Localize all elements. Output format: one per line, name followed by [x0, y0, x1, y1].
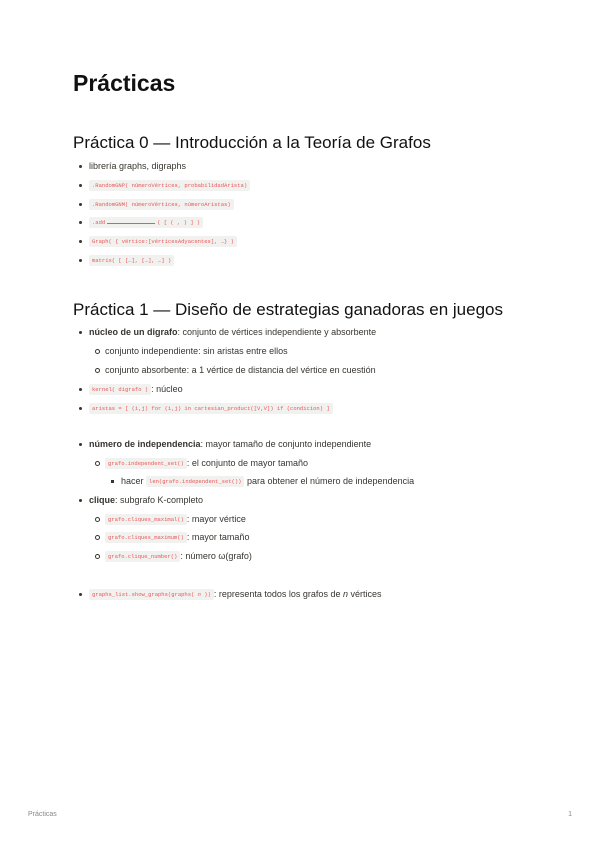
bullet-icon [95, 368, 100, 373]
item-text: : mayor vértice [186, 514, 246, 524]
list-item [89, 382, 183, 396]
bullet-icon [79, 221, 82, 224]
bullet-icon [79, 388, 82, 391]
bullet-icon [79, 203, 82, 206]
code: grafo.clique_number() [105, 551, 180, 562]
section-heading-0: Práctica 0 — Introducción a la Teoría de Grafos [73, 133, 431, 152]
page-number: 1 [568, 811, 572, 818]
bullet-icon [79, 165, 82, 168]
item-text: librería graphs, digraphs [89, 161, 187, 171]
bullet-icon [79, 240, 82, 243]
code: grafo.cliques_maximal() [105, 514, 187, 525]
item-text: hacer [121, 476, 144, 486]
item-text: : mayor tamaño [186, 532, 250, 542]
code-part: .add [92, 218, 106, 226]
bullet-icon [79, 184, 82, 187]
item-text: n [342, 589, 348, 599]
term: clique [89, 495, 116, 505]
term: núcleo de un digrafo [89, 327, 178, 337]
list-item [89, 253, 174, 267]
list-item [89, 197, 234, 211]
code-part: graphs_list.show_graphs(graphs( [92, 590, 195, 598]
code: matrix( [ […], […], …] ) [89, 255, 174, 266]
code: grafo.independent_set() [105, 458, 187, 469]
item-text: vértices [347, 589, 382, 599]
bullet-icon [95, 461, 100, 466]
list-item [89, 178, 250, 192]
list-item [89, 159, 186, 173]
code: grafo.cliques_maximum() [105, 532, 187, 543]
list-item [105, 363, 376, 377]
bullet-icon [95, 349, 100, 354]
list-item [121, 474, 414, 488]
code: aristas = [ (i,j) for (i,j) in cartesian_product([V,V]) if (condicion) ] [89, 403, 333, 414]
item-text: : subgrafo K-completo [115, 495, 204, 505]
bullet-icon [95, 554, 100, 559]
list-item [89, 234, 237, 248]
code [89, 217, 203, 228]
list-item [105, 549, 252, 563]
section-heading-1: Práctica 1 — Diseño de estrategias ganadoras en juegos [73, 300, 503, 319]
code: kernel( digrafo ) [89, 384, 151, 395]
bullet-icon [95, 517, 100, 522]
item-text: conjunto independiente: sin aristas entre ellos [105, 346, 288, 356]
list-item [105, 456, 308, 470]
item-text: : el conjunto de mayor tamaño [186, 458, 308, 468]
list-item [89, 401, 333, 415]
item-text: : conjunto de vértices independiente y absorbente [177, 327, 377, 337]
list-item [89, 437, 371, 451]
code [89, 589, 214, 600]
footer-title: Prácticas [28, 811, 57, 818]
term: número de independencia [89, 439, 201, 449]
list-item [105, 530, 249, 544]
item-text: : mayor tamaño de conjunto independiente [200, 439, 372, 449]
bullet-icon [111, 480, 114, 483]
code: len(grafo.independent_set()) [146, 476, 244, 487]
code-part: )) [204, 590, 211, 598]
code: Graph( { vértice:[vérticesAdyacentes], …} ) [89, 236, 237, 247]
code: .RandomGNP( númeroVértices, probabilidadArista) [89, 180, 250, 191]
bullet-icon [79, 259, 82, 262]
code-part: n [197, 590, 201, 598]
bullet-icon [79, 407, 82, 410]
code: .RandomGNM( númeroVértices, númeroAristas) [89, 199, 234, 210]
bullet-icon [79, 499, 82, 502]
list-item [89, 325, 376, 339]
list-item [89, 215, 203, 229]
list-item [89, 493, 203, 507]
list-item [105, 512, 246, 526]
item-text: : número ω(grafo) [180, 551, 252, 561]
list-item [89, 587, 381, 601]
item-text: : núcleo [151, 384, 183, 394]
item-text: para obtener el número de independencia [246, 476, 415, 486]
item-text: conjunto absorbente: a 1 vértice de distancia del vértice en cuestión [105, 365, 376, 375]
item-text: : representa todos los grafos de [213, 589, 343, 599]
bullet-icon [79, 443, 82, 446]
bullet-icon [95, 535, 100, 540]
page-title: Prácticas [73, 70, 176, 96]
list-item [105, 344, 288, 358]
bullet-icon [79, 331, 82, 334]
bullet-icon [79, 593, 82, 596]
code-part: ( [ ( , ) ] ) [157, 218, 201, 226]
